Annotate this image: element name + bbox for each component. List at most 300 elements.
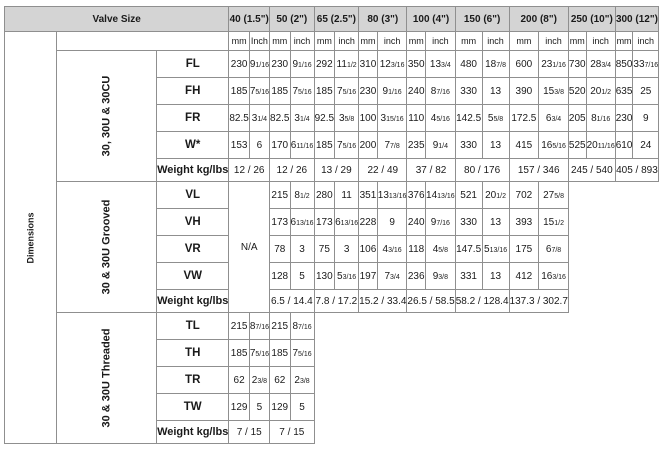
inch-whole: 4 <box>432 243 439 255</box>
mm-value: 330 <box>455 132 482 159</box>
size-header: 250 (10") <box>568 7 615 32</box>
mm-value: 173 <box>270 209 290 236</box>
inch-whole: 4 <box>382 243 389 255</box>
inch-fraction: 5/16 <box>342 142 357 150</box>
weight-value: 7 / 15 <box>229 421 270 444</box>
inch-value <box>249 313 269 340</box>
mm-value: 230 <box>270 51 290 78</box>
mm-value: 205 <box>568 105 586 132</box>
inch-value <box>377 263 407 290</box>
inch-fraction: 5/16 <box>552 142 566 150</box>
row-label: TL <box>157 313 229 340</box>
inch-whole: 9 <box>292 58 299 70</box>
mm-value: 100 <box>359 105 378 132</box>
inch-whole: 5 <box>487 112 494 124</box>
inch-value <box>539 105 569 132</box>
inch-value <box>586 132 615 159</box>
inch-whole: 6 <box>290 216 297 228</box>
weight-value: 26.5 / 58.5 <box>407 290 455 313</box>
inch-value <box>426 263 456 290</box>
mm-value: 185 <box>314 78 334 105</box>
inch-whole: 16 <box>541 270 553 282</box>
inch-whole: 2 <box>251 374 258 386</box>
inch-whole: 3 <box>338 112 345 124</box>
weight-label: Weight kg/lbs <box>157 159 229 182</box>
inch-whole: 16 <box>541 139 553 151</box>
mm-value: 850 <box>615 51 633 78</box>
mm-value: 635 <box>615 78 633 105</box>
unit-header: mm <box>314 32 334 51</box>
header-row <box>5 7 659 32</box>
unit-header: mm <box>359 32 378 51</box>
inch-value <box>633 132 659 159</box>
mm-value: 730 <box>568 51 586 78</box>
inch-value <box>633 51 659 78</box>
inch-value <box>335 78 359 105</box>
inch-value <box>290 340 314 367</box>
valve-dimensions-table <box>4 6 659 444</box>
mm-value: 106 <box>359 236 378 263</box>
mm-value: 128 <box>270 263 290 290</box>
inch-whole: 7 <box>292 347 299 359</box>
inch-value <box>249 78 269 105</box>
inch-whole: 24 <box>640 139 652 151</box>
inch-whole: 3 <box>380 112 387 124</box>
size-header: 65 (2.5") <box>314 7 359 32</box>
unit-header: inch <box>377 32 407 51</box>
inch-value <box>633 105 659 132</box>
size-header: 200 (8") <box>509 7 568 32</box>
mm-value: 521 <box>455 182 482 209</box>
inch-fraction: 5/8 <box>344 115 355 123</box>
unit-header: inch <box>586 32 615 51</box>
inch-value <box>586 51 615 78</box>
inch-whole: 8 <box>249 320 256 332</box>
inch-whole: 15 <box>543 85 555 97</box>
inch-whole: 4 <box>430 112 437 124</box>
inch-whole: 5 <box>299 270 305 282</box>
inch-whole: 13 <box>490 216 502 228</box>
mm-value: 129 <box>270 394 290 421</box>
weight-value: 245 / 540 <box>568 159 615 182</box>
weight-label: Weight kg/lbs <box>157 290 229 313</box>
unit-header: mm <box>270 32 290 51</box>
inch-whole: 13 <box>490 85 502 97</box>
inch-whole: 8 <box>430 85 437 97</box>
inch-whole: 7 <box>384 139 390 151</box>
row-label: TR <box>157 367 229 394</box>
inch-value <box>290 367 314 394</box>
inch-fraction: 1/2 <box>601 88 612 96</box>
mm-value: 390 <box>509 78 539 105</box>
inch-whole: 9 <box>643 112 649 124</box>
inch-fraction: 1/2 <box>554 219 564 227</box>
inch-fraction: 3/16 <box>390 61 405 69</box>
inch-value <box>482 132 509 159</box>
inch-fraction: 7/8 <box>390 142 400 150</box>
inch-whole: 7 <box>249 347 256 359</box>
row-label: VR <box>157 236 229 263</box>
inch-value <box>426 209 456 236</box>
inch-value <box>539 263 569 290</box>
weight-value: 58.2 / 128.4 <box>455 290 509 313</box>
row-label: FH <box>157 78 229 105</box>
inch-fraction: 3/4 <box>601 61 612 69</box>
inch-fraction: 13/16 <box>340 219 359 227</box>
dimensions-label <box>5 32 57 444</box>
mm-value: 600 <box>509 51 539 78</box>
inch-fraction: 7/8 <box>496 61 506 69</box>
dimension-row <box>5 313 659 340</box>
inch-whole: 2 <box>294 374 300 386</box>
weight-label: Weight kg/lbs <box>157 421 229 444</box>
inch-value <box>249 132 269 159</box>
mm-value: 175 <box>509 236 539 263</box>
weight-value: 13 / 29 <box>314 159 359 182</box>
group-label-text: 30, 30U & 30CU <box>100 75 113 157</box>
inch-fraction: 3/4 <box>390 273 400 281</box>
inch-fraction: 13/16 <box>437 192 455 200</box>
inch-fraction: 3/8 <box>438 273 448 281</box>
inch-value <box>539 209 569 236</box>
inch-value <box>335 209 359 236</box>
inch-whole: 13 <box>490 270 502 282</box>
mm-value: 240 <box>407 209 426 236</box>
inch-whole: 9 <box>430 216 437 228</box>
inch-value <box>335 105 359 132</box>
mm-value: 200 <box>359 132 378 159</box>
unit-header: mm <box>455 32 482 51</box>
inch-whole: 9 <box>432 139 439 151</box>
inch-value <box>482 209 509 236</box>
mm-value: 415 <box>509 132 539 159</box>
inch-whole: 8 <box>292 320 299 332</box>
inch-whole: 14 <box>426 189 438 201</box>
inch-fraction: 1/2 <box>346 61 357 69</box>
inch-whole: 18 <box>485 58 497 70</box>
inch-fraction: 1/4 <box>299 115 310 123</box>
mm-value: 185 <box>229 340 249 367</box>
inch-value <box>482 51 509 78</box>
unit-header: inch <box>335 32 359 51</box>
mm-value: 331 <box>455 263 482 290</box>
weight-value: 37 / 82 <box>407 159 455 182</box>
inch-whole: 6 <box>545 112 552 124</box>
inch-whole: 6 <box>256 139 263 151</box>
inch-fraction: 1/4 <box>257 115 268 123</box>
mm-value: 480 <box>455 51 482 78</box>
mm-value: 412 <box>509 263 539 290</box>
inch-fraction: 3/16 <box>388 246 402 254</box>
inch-value <box>633 78 659 105</box>
inch-whole: 6 <box>545 243 552 255</box>
row-label: TH <box>157 340 229 367</box>
group-label-text: 30 & 30U Grooved <box>100 199 113 295</box>
inch-whole: 27 <box>543 189 555 201</box>
inch-value <box>539 78 569 105</box>
inch-value <box>377 78 407 105</box>
inch-fraction: 13/16 <box>388 192 407 200</box>
mm-value: 230 <box>229 51 249 78</box>
mm-value: 520 <box>568 78 586 105</box>
mm-value: 310 <box>359 51 378 78</box>
mm-value: 330 <box>455 209 482 236</box>
inch-fraction: 1/16 <box>552 61 566 69</box>
inch-whole: 25 <box>640 85 652 97</box>
inch-whole: 6 <box>335 216 341 228</box>
inch-value <box>290 182 314 209</box>
inch-fraction: 3/16 <box>342 273 357 281</box>
unit-header: mm <box>407 32 426 51</box>
inch-value <box>539 51 569 78</box>
mm-value: 292 <box>314 51 334 78</box>
row-label: FL <box>157 51 229 78</box>
inch-fraction: 3/8 <box>299 377 310 385</box>
mm-value: 610 <box>615 132 633 159</box>
inch-fraction: 3/8 <box>554 88 564 96</box>
inch-fraction: 5/16 <box>255 88 270 96</box>
inch-fraction: 5/16 <box>436 115 450 123</box>
weight-value: 157 / 346 <box>509 159 568 182</box>
blank-cell <box>314 367 659 394</box>
mm-value: 351 <box>359 182 378 209</box>
weight-value: 7 / 15 <box>270 421 315 444</box>
inch-value <box>335 51 359 78</box>
inch-value <box>335 182 359 209</box>
inch-value <box>290 78 314 105</box>
inch-value <box>426 132 456 159</box>
mm-value: 75 <box>314 236 334 263</box>
unit-header: inch <box>426 32 456 51</box>
inch-whole: 20 <box>586 139 598 151</box>
size-header: 40 (1.5") <box>229 7 270 32</box>
inch-whole: 9 <box>249 58 256 70</box>
inch-whole: 5 <box>299 401 305 413</box>
inch-value <box>586 105 615 132</box>
group-label-text: 30 & 30U Threaded <box>100 328 113 428</box>
weight-value: 80 / 176 <box>455 159 509 182</box>
inch-value <box>335 236 359 263</box>
row-label: VH <box>157 209 229 236</box>
inch-fraction: 3/4 <box>551 115 562 123</box>
row-label: FR <box>157 105 229 132</box>
inch-value <box>426 236 456 263</box>
row-label: VW <box>157 263 229 290</box>
mm-value: 235 <box>407 132 426 159</box>
mm-value: 230 <box>359 78 378 105</box>
inch-fraction: 5/16 <box>298 88 312 96</box>
weight-value: 12 / 26 <box>270 159 315 182</box>
inch-fraction: 7/16 <box>436 88 450 96</box>
inch-value <box>290 394 314 421</box>
inch-fraction: 5/16 <box>255 350 270 358</box>
inch-whole: 9 <box>382 85 389 97</box>
weight-value: 12 / 26 <box>229 159 270 182</box>
inch-fraction: 11/16 <box>296 142 314 150</box>
mm-value: 393 <box>509 209 539 236</box>
unit-header: inch <box>290 32 314 51</box>
inch-whole: 6 <box>290 139 297 151</box>
mm-value: 153 <box>229 132 249 159</box>
inch-whole: 8 <box>294 189 300 201</box>
valve-size-label: Valve Size <box>5 7 229 32</box>
inch-fraction: 1/16 <box>298 61 312 69</box>
inch-whole: 28 <box>590 58 602 70</box>
inch-whole: 11 <box>341 189 352 201</box>
mm-value: 78 <box>270 236 290 263</box>
inch-value <box>482 263 509 290</box>
inch-whole: 20 <box>485 189 497 201</box>
inch-value <box>249 340 269 367</box>
na-cell: N/A <box>229 182 270 313</box>
mm-value: 230 <box>615 105 633 132</box>
group-label <box>57 51 157 182</box>
inch-fraction: 1/4 <box>438 142 448 150</box>
inch-fraction: 3/16 <box>552 273 566 281</box>
inch-value <box>482 182 509 209</box>
row-label: W* <box>157 132 229 159</box>
mm-value: 525 <box>568 132 586 159</box>
size-header: 300 (12") <box>615 7 658 32</box>
mm-value: 376 <box>407 182 426 209</box>
unit-header: mm <box>615 32 633 51</box>
inch-whole: 15 <box>543 216 555 228</box>
inch-fraction: 7/16 <box>255 323 270 331</box>
inch-whole: 7 <box>384 270 390 282</box>
mm-value: 185 <box>314 132 334 159</box>
mm-value: 92.5 <box>314 105 334 132</box>
mm-value: 147.5 <box>455 236 482 263</box>
weight-value: 22 / 49 <box>359 159 407 182</box>
mm-value: 142.5 <box>455 105 482 132</box>
inch-value <box>377 182 407 209</box>
mm-value: 215 <box>270 313 290 340</box>
mm-value: 118 <box>407 236 426 263</box>
inch-whole: 33 <box>633 58 645 70</box>
unit-row <box>5 32 659 51</box>
unit-header: mm <box>509 32 539 51</box>
inch-value <box>539 236 569 263</box>
mm-value: 185 <box>270 340 290 367</box>
inch-fraction: 5/8 <box>493 115 504 123</box>
inch-fraction: 13/16 <box>296 219 314 227</box>
inch-value <box>377 236 407 263</box>
size-header: 150 (6") <box>455 7 509 32</box>
inch-fraction: 1/16 <box>596 115 611 123</box>
dimensions-label-text: Dimensions <box>25 211 36 264</box>
mm-value: 170 <box>270 132 290 159</box>
mm-value: 236 <box>407 263 426 290</box>
inch-value <box>290 209 314 236</box>
mm-value: 350 <box>407 51 426 78</box>
inch-fraction: 7/16 <box>298 323 312 331</box>
inch-fraction: 3/4 <box>441 61 451 69</box>
dimension-row <box>5 51 659 78</box>
mm-value: 197 <box>359 263 378 290</box>
inch-value <box>249 367 269 394</box>
mm-value: 82.5 <box>270 105 290 132</box>
mm-value: 130 <box>314 263 334 290</box>
inch-whole: 12 <box>379 58 391 70</box>
weight-value: 405 / 893 <box>615 159 658 182</box>
inch-whole: 5 <box>337 270 343 282</box>
mm-value: 330 <box>455 78 482 105</box>
inch-value <box>249 51 269 78</box>
mm-value: 185 <box>270 78 290 105</box>
dimension-row <box>5 182 659 209</box>
inch-whole: 3 <box>294 112 300 124</box>
inch-whole: 7 <box>292 85 299 97</box>
inch-value <box>290 236 314 263</box>
size-header: 80 (3") <box>359 7 407 32</box>
inch-value <box>426 51 456 78</box>
inch-whole: 23 <box>541 58 553 70</box>
inch-whole: 13 <box>490 139 502 151</box>
mm-value: 129 <box>229 394 249 421</box>
inch-fraction: 5/16 <box>298 350 312 358</box>
row-label: VL <box>157 182 229 209</box>
unit-header: Inch <box>249 32 269 51</box>
blank-cell <box>314 421 659 444</box>
inch-whole: 7 <box>337 85 343 97</box>
unit-header: mm <box>568 32 586 51</box>
inch-value <box>249 394 269 421</box>
weight-value: 15.2 / 33.4 <box>359 290 407 313</box>
inch-whole: 5 <box>484 243 490 255</box>
inch-fraction: 5/8 <box>438 246 448 254</box>
inch-fraction: 5/8 <box>554 192 564 200</box>
blank-cell <box>314 394 659 421</box>
inch-value <box>539 182 569 209</box>
inch-value <box>426 78 456 105</box>
inch-whole: 20 <box>590 85 602 97</box>
mm-value: 62 <box>270 367 290 394</box>
inch-whole: 3 <box>251 112 258 124</box>
mm-value: 702 <box>509 182 539 209</box>
mm-value: 82.5 <box>229 105 249 132</box>
weight-value: 137.3 / 302.7 <box>509 290 568 313</box>
inch-value <box>377 132 407 159</box>
inch-fraction: 11/16 <box>597 142 615 150</box>
inch-fraction: 7/16 <box>644 61 659 69</box>
inch-fraction: 1/2 <box>299 192 310 200</box>
inch-fraction: 1/2 <box>496 192 506 200</box>
inch-whole: 3 <box>299 243 305 255</box>
unit-blank <box>57 32 229 51</box>
unit-header: inch <box>482 32 509 51</box>
inch-fraction: 1/16 <box>388 88 402 96</box>
inch-value <box>377 51 407 78</box>
inch-value <box>426 182 456 209</box>
row-label: TW <box>157 394 229 421</box>
size-header: 50 (2") <box>270 7 315 32</box>
weight-value: 6.5 / 14.4 <box>270 290 315 313</box>
inch-fraction: 13/16 <box>489 246 508 254</box>
inch-fraction: 15/16 <box>386 115 404 123</box>
inch-value <box>290 105 314 132</box>
inch-whole: 5 <box>256 401 263 413</box>
mm-value: 240 <box>407 78 426 105</box>
inch-value <box>335 263 359 290</box>
inch-value <box>586 78 615 105</box>
inch-whole: 9 <box>389 216 395 228</box>
inch-whole: 8 <box>591 112 597 124</box>
mm-value: 173 <box>314 209 334 236</box>
weight-value: 7.8 / 17.2 <box>314 290 359 313</box>
unit-header: inch <box>633 32 659 51</box>
inch-value <box>539 132 569 159</box>
inch-fraction: 5/16 <box>342 88 357 96</box>
